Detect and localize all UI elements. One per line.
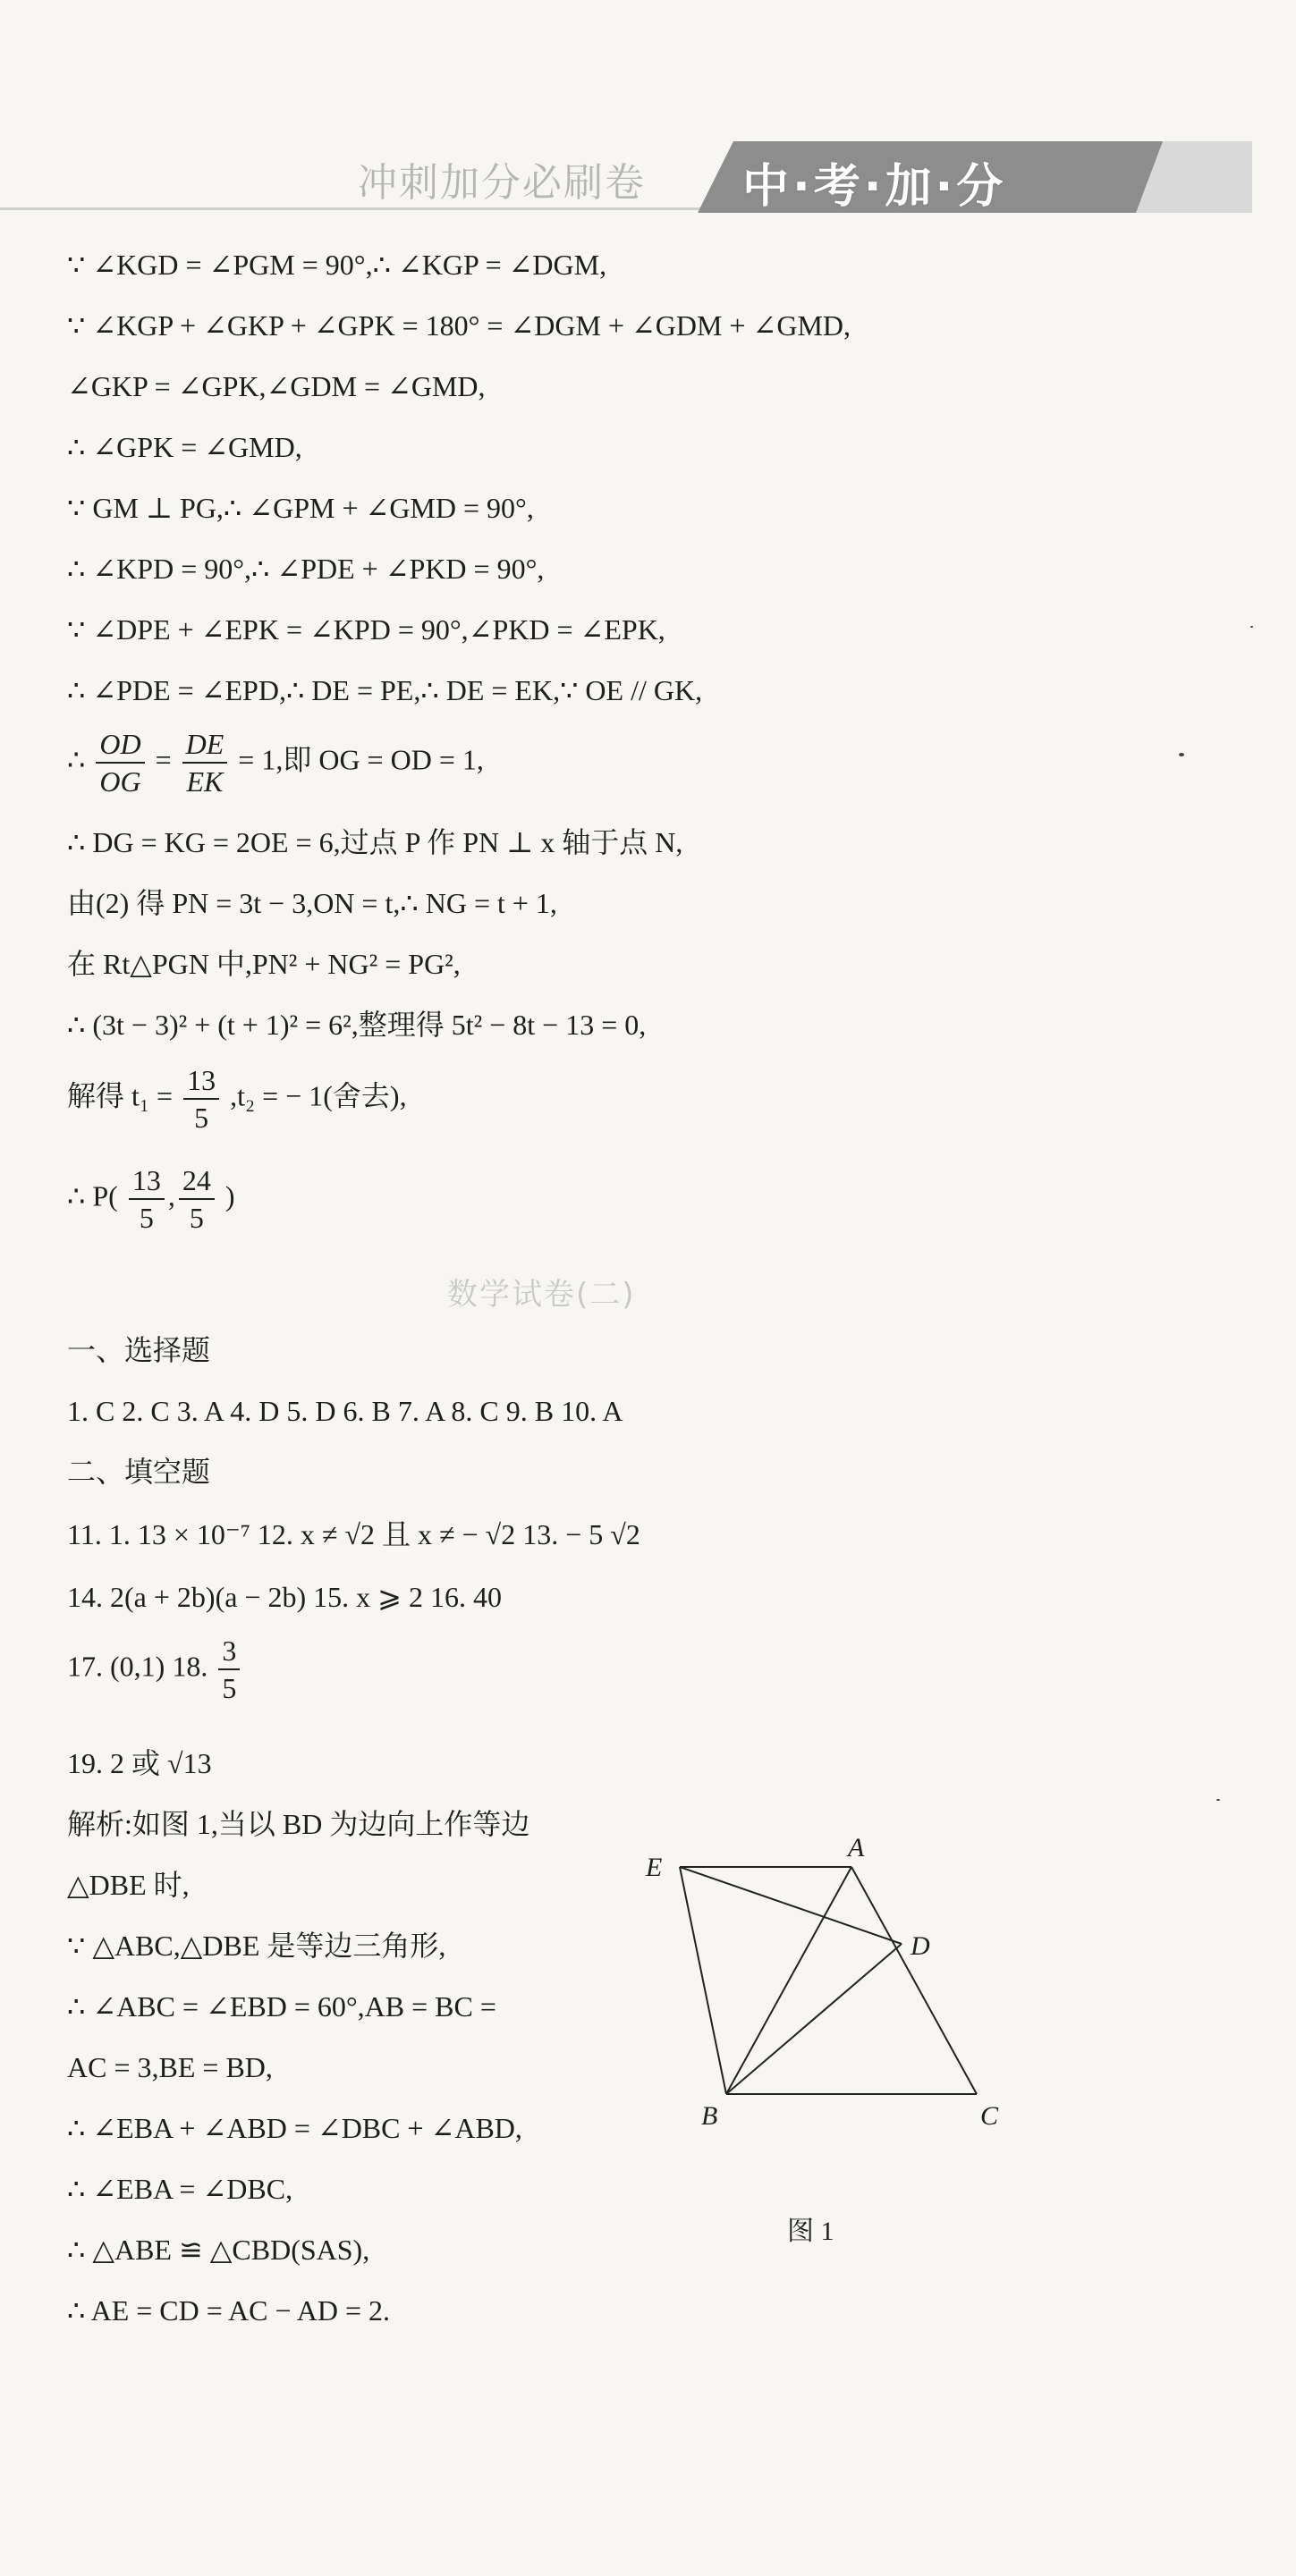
analysis-line: ∴ ∠EBA + ∠ABD = ∠DBC + ∠ABD, bbox=[67, 2112, 522, 2144]
solution-line: ∴ ∠GPK = ∠GMD, bbox=[67, 431, 302, 463]
analysis-line: ∴ △ABE ≌ △CBD(SAS), bbox=[67, 2234, 370, 2266]
analysis-line: △DBE 时, bbox=[67, 1869, 190, 1901]
solution-line: ∵ ∠DPE + ∠EPK = ∠KPD = 90°,∠PKD = ∠EPK, bbox=[67, 613, 665, 646]
fraction-numerator: 3 bbox=[218, 1633, 240, 1670]
fraction-3-5 bbox=[218, 1633, 240, 1706]
fraction-numerator: 13 bbox=[183, 1062, 219, 1100]
segment-ed bbox=[680, 1867, 902, 1944]
scan-speck bbox=[1179, 753, 1184, 756]
point-suffix: ) bbox=[224, 1179, 235, 1212]
section-title: 数学试卷(二) bbox=[447, 1277, 636, 1313]
point-prefix: ∴ P( bbox=[67, 1179, 118, 1212]
label-b: B bbox=[701, 2101, 718, 2131]
solve-line bbox=[67, 1062, 407, 1136]
fraction-numerator: 13 bbox=[129, 1162, 165, 1200]
fraction-x bbox=[129, 1162, 165, 1236]
analysis-line: 解析:如图 1,当以 BD 为边向上作等边 bbox=[67, 1808, 530, 1840]
analysis-line: ∵ △ABC,△DBE 是等边三角形, bbox=[67, 1930, 446, 1962]
geometry-figure bbox=[626, 1824, 1038, 2164]
analysis-line: ∴ AE = CD = AC − AD = 2. bbox=[67, 2294, 391, 2327]
fraction-numerator: 24 bbox=[179, 1162, 215, 1200]
ratio-suffix: = 1,即 OG = OD = 1, bbox=[238, 743, 484, 776]
fraction-numerator: OD bbox=[96, 726, 144, 764]
point-line bbox=[67, 1162, 234, 1236]
part1-title: 一、选择题 bbox=[67, 1334, 211, 1366]
solution-line: 由(2) 得 PN = 3t − 3,ON = t,∴ NG = t + 1, bbox=[67, 887, 557, 919]
fraction-denominator: 5 bbox=[139, 1202, 154, 1234]
segment-ab bbox=[726, 1867, 851, 2094]
fraction-13-5 bbox=[183, 1062, 219, 1136]
label-c: C bbox=[980, 2101, 999, 2131]
solution-line: ∵ GM ⊥ PG,∴ ∠GPM + ∠GMD = 90°, bbox=[67, 492, 534, 524]
analysis-line: ∴ ∠ABC = ∠EBD = 60°,AB = BC = bbox=[67, 1990, 496, 2023]
fill-answers-11-13: 11. 1. 13 × 10⁻⁷ 12. x ≠ √2 且 x ≠ − √2 13. − 5 √2 bbox=[67, 1518, 640, 1550]
fill-17-18-prefix: 17. (0,1) 18. bbox=[67, 1650, 208, 1683]
scan-speck bbox=[1250, 626, 1253, 628]
solution-line: ∴ ∠KPD = 90°,∴ ∠PDE + ∠PKD = 90°, bbox=[67, 553, 545, 585]
fraction-od-og bbox=[96, 726, 144, 799]
solve-suffix: ,t₂ = − 1(舍去), bbox=[230, 1079, 407, 1112]
fraction-de-ek bbox=[182, 726, 228, 799]
segment-bd bbox=[726, 1944, 902, 2094]
fill-answer-19: 19. 2 或 √13 bbox=[67, 1747, 212, 1779]
label-e: E bbox=[646, 1853, 663, 1882]
fraction-denominator: 5 bbox=[222, 1672, 237, 1704]
solution-line: ∵ ∠KGP + ∠GKP + ∠GPK = 180° = ∠DGM + ∠GDM + ∠GMD, bbox=[67, 309, 851, 342]
ratio-equals: = bbox=[155, 743, 172, 776]
analysis-line: ∴ ∠EBA = ∠DBC, bbox=[67, 2173, 293, 2205]
fraction-denominator: EK bbox=[186, 765, 224, 798]
fill-answers-14-16: 14. 2(a + 2b)(a − 2b) 15. x ⩾ 2 16. 40 bbox=[67, 1581, 502, 1613]
solution-line: 在 Rt△PGN 中,PN² + NG² = PG², bbox=[67, 948, 461, 980]
fraction-denominator: 5 bbox=[189, 1202, 204, 1234]
solution-line: ∴ DG = KG = 2OE = 6,过点 P 作 PN ⊥ x 轴于点 N, bbox=[67, 826, 683, 858]
label-d: D bbox=[911, 1931, 930, 1961]
fill-answers-17-18 bbox=[67, 1633, 243, 1706]
solution-line: ∴ ∠PDE = ∠EPD,∴ DE = PE,∴ DE = EK,∵ OE // GK, bbox=[67, 674, 703, 706]
fraction-denominator: OG bbox=[99, 765, 141, 798]
label-a: A bbox=[848, 1833, 865, 1862]
header-title: 冲刺加分必刷卷 bbox=[358, 160, 646, 206]
ratio-line bbox=[67, 726, 484, 799]
point-separator: , bbox=[167, 1179, 175, 1212]
scan-speck bbox=[1216, 1799, 1220, 1801]
ratio-prefix: ∴ bbox=[67, 743, 86, 776]
fraction-numerator: DE bbox=[182, 726, 228, 764]
solve-prefix: 解得 t₁ = bbox=[67, 1079, 174, 1112]
fraction-y bbox=[179, 1162, 215, 1236]
mc-answers: 1. C 2. C 3. A 4. D 5. D 6. B 7. A 8. C 9. B 10. A bbox=[67, 1395, 623, 1427]
solution-line: ∴ (3t − 3)² + (t + 1)² = 6²,整理得 5t² − 8t − 13 = 0, bbox=[67, 1009, 647, 1041]
solution-line: ∵ ∠KGD = ∠PGM = 90°,∴ ∠KGP = ∠DGM, bbox=[67, 249, 607, 281]
figure-caption: 图 1 bbox=[787, 2217, 834, 2246]
solution-line: ∠GKP = ∠GPK,∠GDM = ∠GMD, bbox=[67, 370, 486, 402]
header-banner-text: 中·考·加·分 bbox=[742, 160, 1007, 214]
segment-ac bbox=[851, 1867, 977, 2094]
fraction-denominator: 5 bbox=[194, 1102, 209, 1134]
segment-eb bbox=[680, 1867, 726, 2094]
analysis-line: AC = 3,BE = BD, bbox=[67, 2051, 273, 2083]
part2-title: 二、填空题 bbox=[67, 1456, 211, 1488]
